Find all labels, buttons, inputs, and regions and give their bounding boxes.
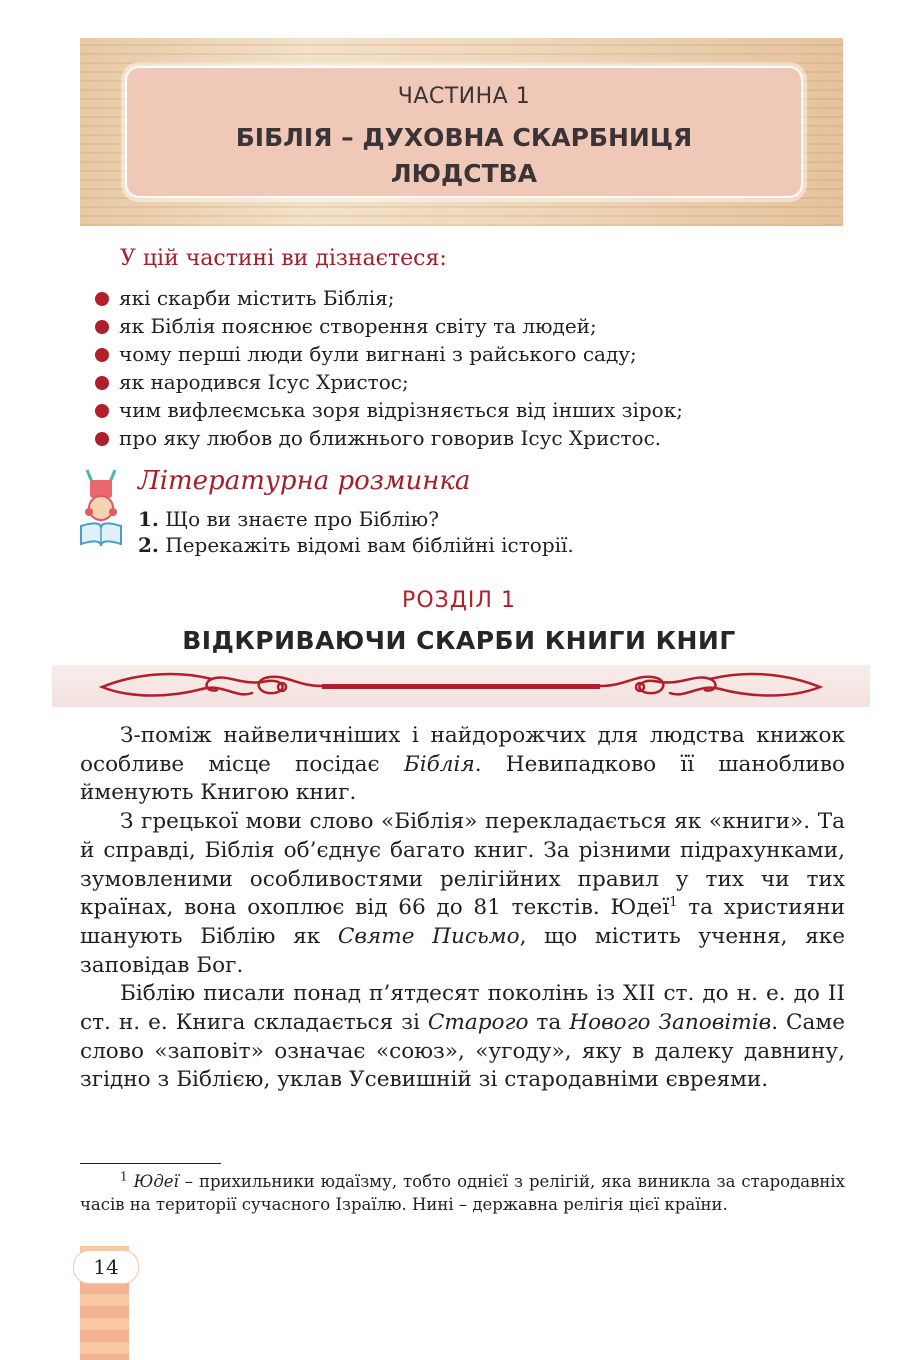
list-item: [95, 424, 683, 452]
girl-reading-book-icon: [78, 468, 124, 548]
list-item-text: чому перші люди були вигнані з райського саду;: [119, 342, 637, 366]
red-dot-bullet-icon: [95, 376, 109, 390]
question-number: 1.: [138, 507, 159, 531]
list-item: [95, 312, 683, 340]
warmup-title: Літературна розминка: [138, 466, 471, 496]
decorative-flourish-divider: [52, 665, 870, 707]
text-run: . Невипадково її шанобливо йменують Книгою книг.: [80, 751, 845, 806]
emphasis: Нового Заповітів: [569, 1010, 772, 1036]
footnote-mark: 1: [120, 1169, 128, 1184]
list-item: [95, 284, 683, 312]
main-text: [80, 722, 845, 1095]
intro-heading: У цій частині ви дізнаєтеся:: [120, 246, 447, 271]
question-text: Перекажіть відомі вам біблійні історії.: [165, 533, 574, 557]
footnote-paragraph: [80, 1170, 845, 1216]
ornament-band: [52, 665, 870, 707]
text-run: Біблію писали понад п’ятдесят поколінь із XII ст. до н. е. до II ст. н. е. Книга складається зі: [80, 981, 845, 1036]
learning-goals-list: [95, 284, 683, 452]
banner-frame: [125, 66, 803, 198]
list-item-text: які скарби містить Біблія;: [119, 286, 395, 310]
list-item-text: чим вифлеємська зоря відрізняється від інших зірок;: [119, 398, 683, 422]
list-item-text: про яку любов до ближнього говорив Ісус Христос.: [119, 426, 662, 450]
paragraph: [80, 980, 845, 1095]
list-item: [95, 368, 683, 396]
text-run: та: [528, 1010, 570, 1036]
text-run: та християни шанують Біблію як: [80, 895, 846, 949]
warmup-question: [138, 532, 574, 558]
page-number: 14: [73, 1250, 139, 1284]
question-text: Що ви знаєте про Біблію?: [165, 507, 439, 531]
emphasis: Старого: [427, 1010, 529, 1036]
text-run: З грецької мови слово «Біблія» перекладається як «книги». Та й справді, Біблія об’єднує багато книг. За різними підрахунками, зумовленими особливостями релігійних правил у тих чи тих країнах, вона охоплює від 66 до 81 текстів. Юдеї: [80, 809, 845, 921]
question-number: 2.: [138, 533, 159, 557]
warmup-question: [138, 506, 439, 532]
part-label: ЧАСТИНА 1: [397, 84, 531, 109]
footnote: [80, 1170, 845, 1216]
red-dot-bullet-icon: [95, 432, 109, 446]
section-label: РОЗДІЛ 1: [402, 588, 516, 613]
text-run: , що містить учення, яке заповідав Бог.: [80, 923, 845, 978]
section-title: ВІДКРИВАЮЧИ СКАРБИ КНИГИ КНИГ: [182, 626, 736, 655]
paragraph: [80, 722, 845, 808]
list-item-text: як народився Ісус Христос;: [119, 370, 409, 394]
part-title-line-2: ЛЮДСТВА: [390, 159, 538, 188]
list-item-text: як Біблія пояснює створення світу та людей;: [119, 314, 597, 338]
part-title-line-1: БІБЛІЯ – ДУХОВНА СКАРБНИЦЯ: [235, 123, 693, 152]
part-title: [127, 120, 801, 192]
list-item: [95, 396, 683, 424]
footnote-divider: [80, 1163, 221, 1164]
paragraph: [80, 808, 845, 980]
footnote-term: Юдеї: [133, 1172, 179, 1191]
footnote-text: – прихильники юдаїзму, тобто однієї з релігій, яка виникла за стародавніх часів на території сучасного Ізраїлю. Нині – державна релігія цієї країни.: [80, 1172, 845, 1214]
red-dot-bullet-icon: [95, 320, 109, 334]
red-dot-bullet-icon: [95, 348, 109, 362]
emphasis: Біблія: [403, 751, 475, 777]
red-dot-bullet-icon: [95, 404, 109, 418]
footnote-reference: 1: [669, 895, 678, 911]
text-run: . Саме слово «заповіт» означає «союз», «угоду», яку в далеку давнину, згідно з Біблією, уклав Усевишній зі стародавніми євреями.: [80, 1010, 845, 1093]
emphasis: Святе Письмо: [337, 923, 520, 949]
red-dot-bullet-icon: [95, 292, 109, 306]
list-item: [95, 340, 683, 368]
text-run: З-поміж найвеличніших і найдорожчих для людства книжок особливе місце посідає: [80, 723, 845, 777]
part-banner: [80, 38, 843, 226]
